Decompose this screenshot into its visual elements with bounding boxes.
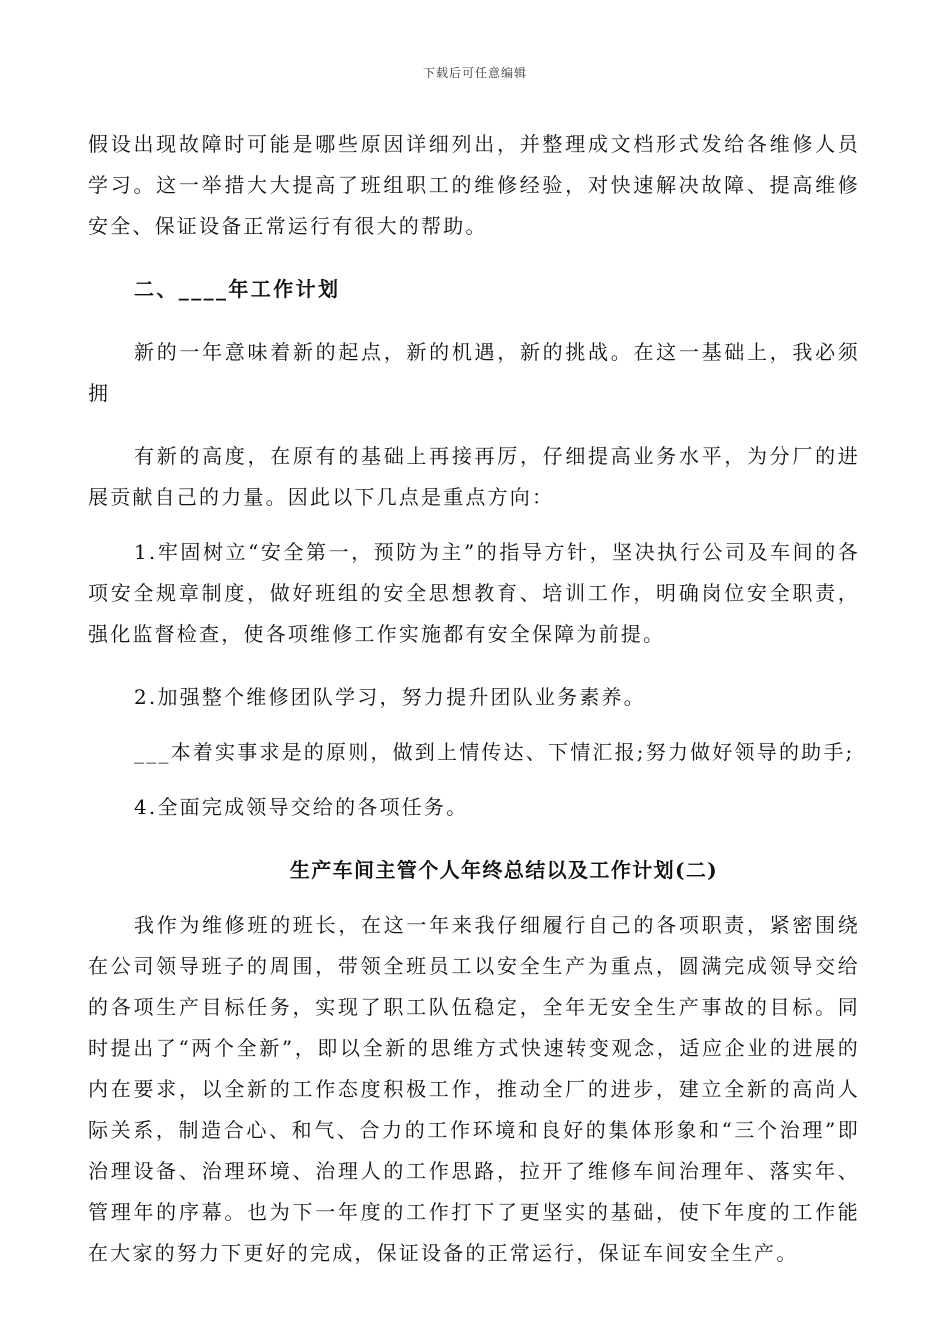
section-heading-work-plan: 二、____年工作计划 — [134, 277, 341, 301]
continuation-paragraph: 假设出现故障时可能是哪些原因详细列出，并整理成文档形式发给各维修人员学习。这一举措大大提高了班组职工的维修经验，对快速解决故障、提高维修安全、保证设备正常运行有很大的帮助。 — [88, 132, 860, 238]
intro-paragraph-1: 新的一年意味着新的起点，新的机遇，新的挑战。在这一基础上，我必须拥 — [88, 340, 860, 405]
intro-paragraph-2: 有新的高度，在原有的基础上再接再厉，仔细提高业务水平，为分厂的进展贡献自己的力量。因此以下几点是重点方向： — [88, 444, 860, 509]
document-body — [88, 124, 860, 1274]
article-body-paragraph: 我作为维修班的班长，在这一年来我仔细履行自己的各项职责，紧密围绕在公司领导班子的周围，带领全班员工以安全生产为重点，圆满完成领导交给的各项生产目标任务，实现了职工队伍稳定，全年无安全生产事故的目标。同时提出了“两个全新”，即以全新的思维方式快速转变观念，适应企业的进展的内在要求，以全新的工作态度积极工作，推动全厂的进步，建立全新的高尚人际关系，制造合心、和气、合力的工作环境和良好的集体形象和“三个治理”即治理设备、治理环境、治理人的工作思路，拉开了维修车间治理年、落实年、管理年的序幕。也为下一年度的工作打下了更坚实的基础，使下年度的工作能在大家的努力下更好的完成，保证设备的正常运行，保证车间安全生产。 — [88, 913, 860, 1265]
plan-item-3: ___本着实事求是的原则，做到上情传达、下情汇报;努力做好领导的助手; — [134, 740, 855, 764]
plan-item-1: 1.牢固树立“安全第一，预防为主”的指导方针，坚决执行公司及车间的各项安全规章制度，做好班组的安全思想教育、培训工作，明确岗位安全职责，强化监督检查，使各项维修工作实施都有安全保障为前提。 — [88, 540, 860, 646]
plan-item-4: 4.全面完成领导交给的各项任务。 — [134, 795, 469, 819]
page-header-note: 下载后可任意编辑 — [422, 66, 527, 80]
plan-item-2: 2.加强整个维修团队学习，努力提升团队业务素养。 — [134, 685, 646, 709]
article-title: 生产车间主管个人年终总结以及工作计划(二) — [289, 858, 719, 882]
